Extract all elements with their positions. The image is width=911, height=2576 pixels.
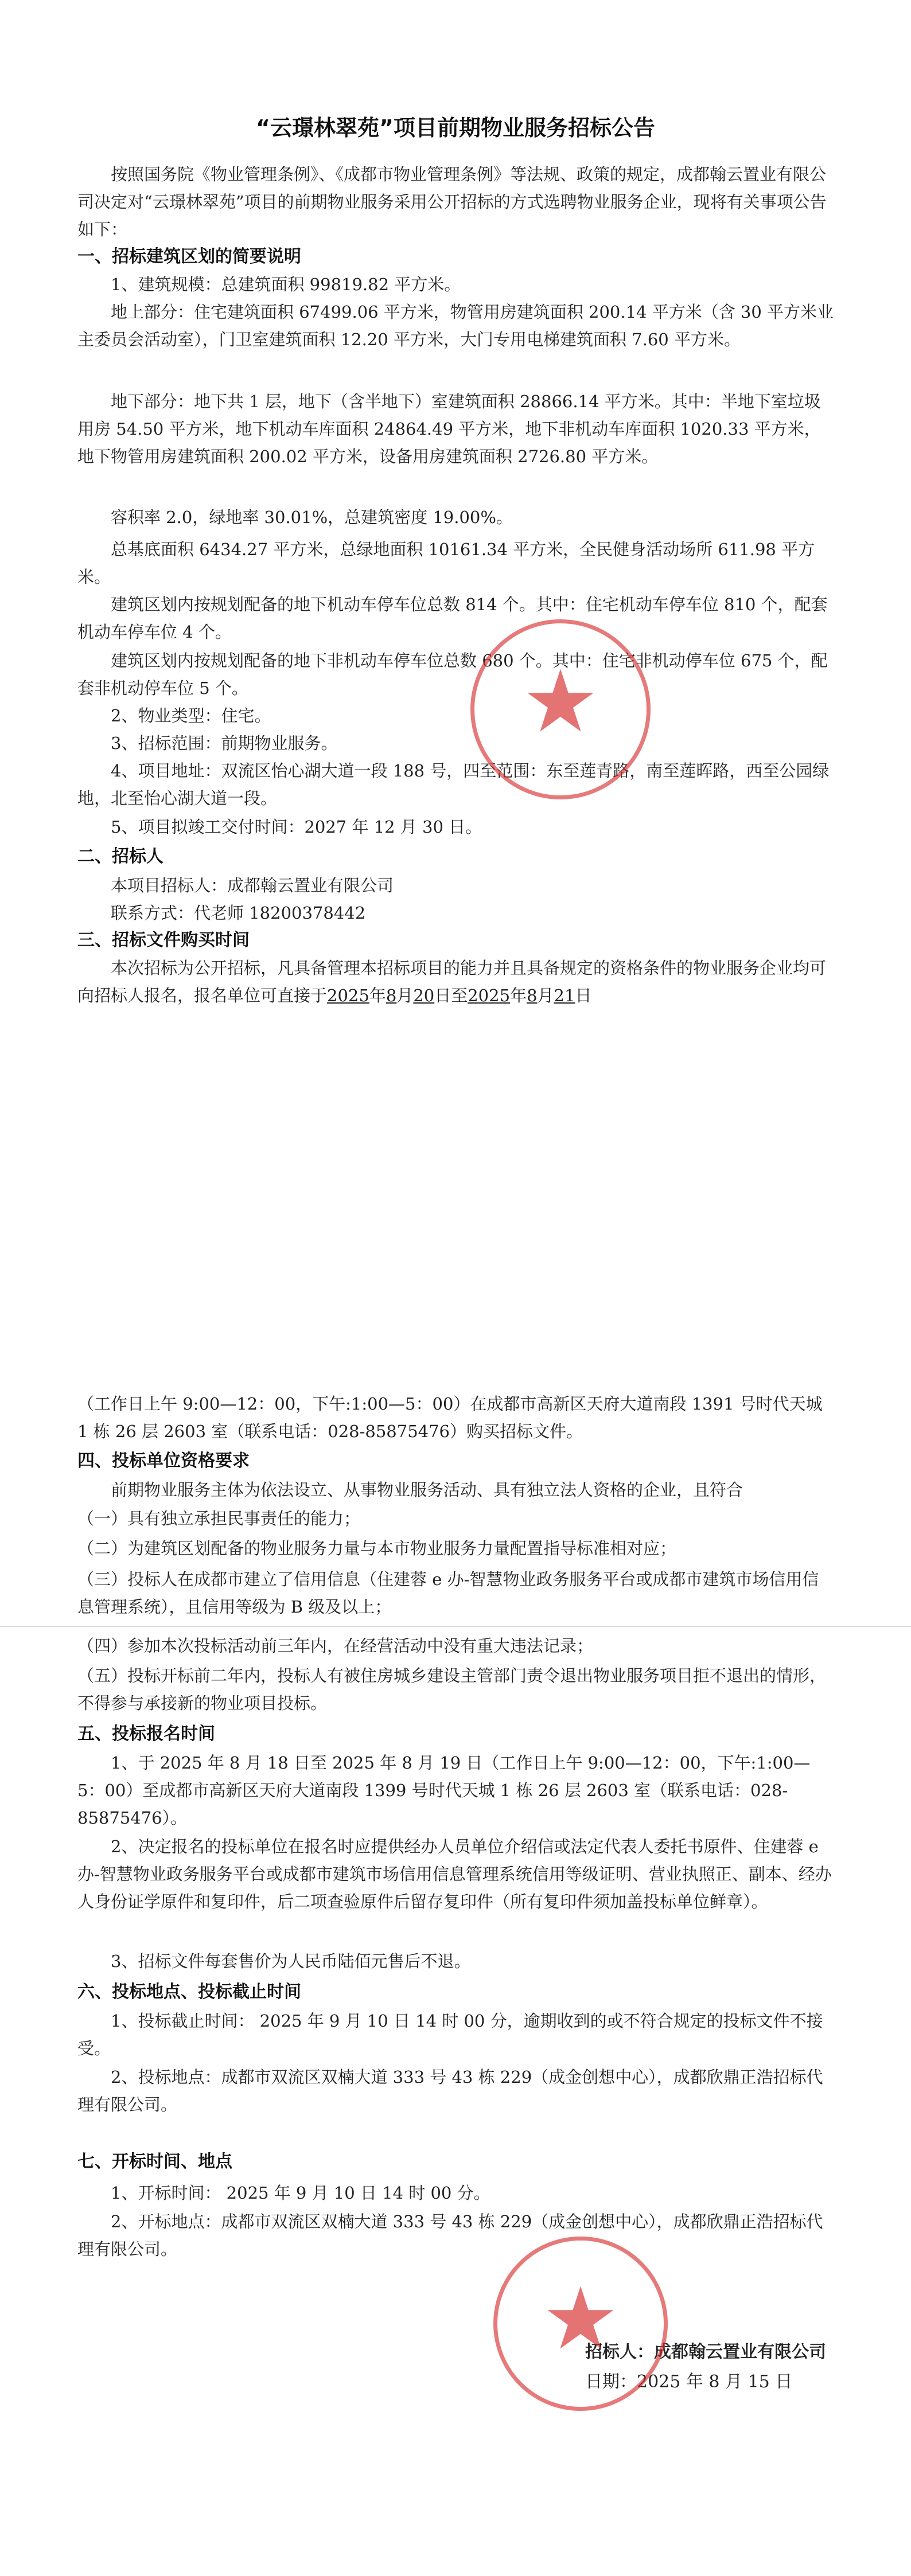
section-7-heading: 七、开标时间、地点	[77, 2152, 232, 2172]
s4-req-2: （二）为建筑区划配备的物业服务力量与本市物业服务力量配置指导标准相对应；	[77, 1539, 677, 1558]
company-seal-stamp	[470, 619, 651, 799]
s3-year-label-1: 年	[369, 986, 386, 1005]
s3-end-month: 8	[527, 986, 538, 1005]
s1-nonmotor-parking: 建筑区划内按规划配备的地下非机动车停车位总数 680 个。其中：住宅非机动停车位 675 个，配套非机动停车位 5 个。	[77, 651, 828, 698]
scan-divider	[0, 1626, 911, 1627]
intro-paragraph: 按照国务院《物业管理条例》、《成都市物业管理条例》等法规、政策的规定，成都翰云置业有限公司决定对“云璟林翠苑”项目的前期物业服务采用公开招标的方式选聘物业服务企业，现将有关事项公告如下：	[77, 165, 827, 239]
section-1-heading: 一、招标建筑区划的简要说明	[77, 247, 301, 267]
s3-end-day: 21	[554, 986, 575, 1005]
s3-start-year: 2025	[327, 986, 369, 1005]
s3-day-label-2: 日	[575, 986, 592, 1005]
s1-areas: 总基底面积 6434.27 平方米，总绿地面积 10161.34 平方米，全民健身活动场所 611.98 平方米。	[77, 540, 815, 587]
s1-address: 4、项目地址：双流区怡心湖大道一段 188 号，四至范围：东至莲青路，南至莲晖路，西至公园绿地，北至怡心湖大道一段。	[77, 761, 830, 808]
section-3-heading: 三、招标文件购买时间	[77, 930, 250, 950]
s2-tenderer: 本项目招标人：成都翰云置业有限公司	[111, 876, 394, 895]
section-4-heading: 四、投标单位资格要求	[77, 1451, 250, 1471]
signature-issuer: 招标人：成都翰云置业有限公司	[585, 2342, 826, 2362]
section-6-heading: 六、投标地点、投标截止时间	[77, 1982, 301, 2002]
s1-scope: 3、招标范围：前期物业服务。	[111, 733, 338, 753]
s3-purchase-info: （工作日上午 9:00—12：00，下午:1:00—5：00）在成都市高新区天府大道南段 1391 号时代天城 1 栋 26 层 2603 室（联系电话：028-85875476）购买招标文件。	[77, 1394, 823, 1441]
s5-fee: 3、招标文件每套售价为人民币陆佰元售后不退。	[111, 1951, 471, 1971]
page-title: “云璟林翠苑”项目前期物业服务招标公告	[256, 115, 655, 140]
s4-intro: 前期物业服务主体为依法设立、从事物业服务活动、具有独立法人资格的企业，且符合	[111, 1480, 743, 1500]
s6-location: 2、投标地点：成都市双流区双楠大道 333 号 43 栋 229（成金创想中心），成都欣鼎正浩招标代理有限公司。	[77, 2067, 823, 2114]
s4-req-5: （五）投标开标前二年内，投标人有被住房城乡建设主管部门责令退出物业服务项目拒不退出的情形，不得参与承接新的物业项目投标。	[77, 1666, 827, 1713]
s3-start-month: 8	[386, 986, 397, 1005]
s1-ratios: 容积率 2.0，绿地率 30.01%，总建筑密度 19.00%。	[111, 508, 513, 527]
s2-contact: 联系方式：代老师 18200378442	[111, 903, 366, 923]
s3-day-label-1: 日至	[434, 986, 468, 1005]
s4-req-3: （三）投标人在成都市建立了信用信息（住建蓉 e 办-智慧物业政务服务平台或成都市建筑市场信用信息管理系统），且信用等级为 B 级及以上；	[77, 1570, 819, 1617]
s3-text: 本次招标为公开招标，凡具备管理本招标项目的能力并且具备规定的资格条件的物业服务企业均可向招标人报名，报名单位可直接于	[77, 958, 827, 1005]
section-5-heading: 五、投标报名时间	[77, 1724, 215, 1744]
s3-month-label-2: 月	[537, 986, 554, 1005]
s4-req-1: （一）具有独立承担民事责任的能力；	[77, 1509, 361, 1528]
s1-above-ground: 地上部分：住宅建筑面积 67499.06 平方米，物管用房建筑面积 200.14 平方米（含 30 平方米业主委员会活动室），门卫室建筑面积 12.20 平方米，大门专用电梯建筑面积 7.60 平方米。	[77, 302, 834, 349]
section-2-heading: 二、招标人	[77, 846, 163, 867]
s3-start-day: 20	[413, 986, 435, 1005]
signature-date: 日期：2025 年 8 月 15 日	[585, 2372, 793, 2392]
s4-req-4: （四）参加本次投标活动前三年内，在经营活动中没有重大违法记录；	[77, 1636, 594, 1656]
s1-completion-date: 5、项目拟竣工交付时间：2027 年 12 月 30 日。	[111, 817, 482, 837]
seal-star-icon-2: ★	[542, 2269, 620, 2369]
s3-paragraph	[77, 954, 835, 1009]
s1-underground: 地下部分：地下共 1 层，地下（含半地下）室建筑面积 28866.14 平方米。其中：半地下室垃圾用房 54.50 平方米，地下机动车库面积 24864.49 平方米，地下非机动车库面积 1020.33 平方米，地下物管用房建筑面积 200.02 平方米，设备用房建筑面积 2726.80 平方米。	[77, 392, 821, 466]
seal-star-icon: ★	[521, 652, 599, 752]
s1-building-scale: 1、建筑规模：总建筑面积 99819.82 平方米。	[111, 275, 461, 294]
s1-property-type: 2、物业类型：住宅。	[111, 706, 271, 725]
s5-registration-time: 1、于 2025 年 8 月 18 日至 2025 年 8 月 19 日（工作日上午 9:00—12：00，下午:1:00—5：00）至成都市高新区天府大道南段 1399 号时代天城 1 栋 26 层 2603 室（联系电话：028-85875476）。	[77, 1753, 811, 1828]
s3-end-year: 2025	[468, 986, 511, 1005]
signature-seal-stamp	[493, 2237, 668, 2411]
s5-registration-docs: 2、决定报名的投标单位在报名时应提供经办人员单位介绍信或法定代表人委托书原件、住建蓉 e 办-智慧物业政务服务平台或成都市建筑市场信用信息管理系统信用等级证明、营业执照正、副本、经办人身份证学原件和复印件，后二项查验原件后留存复印件（所有复印件须加盖投标单位鲜章）。	[77, 1837, 832, 1911]
s6-deadline: 1、投标截止时间： 2025 年 9 月 10 日 14 时 00 分，逾期收到的或不符合规定的投标文件不接受。	[77, 2011, 823, 2058]
s7-opening-time: 1、开标时间： 2025 年 9 月 10 日 14 时 00 分。	[111, 2183, 490, 2203]
s3-year-label-2: 年	[510, 986, 527, 1005]
s1-motor-parking: 建筑区划内按规划配备的地下机动车停车位总数 814 个。其中：住宅机动车停车位 810 个，配套机动车停车位 4 个。	[77, 595, 828, 642]
s3-month-label-1: 月	[396, 986, 414, 1005]
s7-opening-location: 2、开标地点：成都市双流区双楠大道 333 号 43 栋 229（成金创想中心），成都欣鼎正浩招标代理有限公司。	[77, 2212, 823, 2259]
